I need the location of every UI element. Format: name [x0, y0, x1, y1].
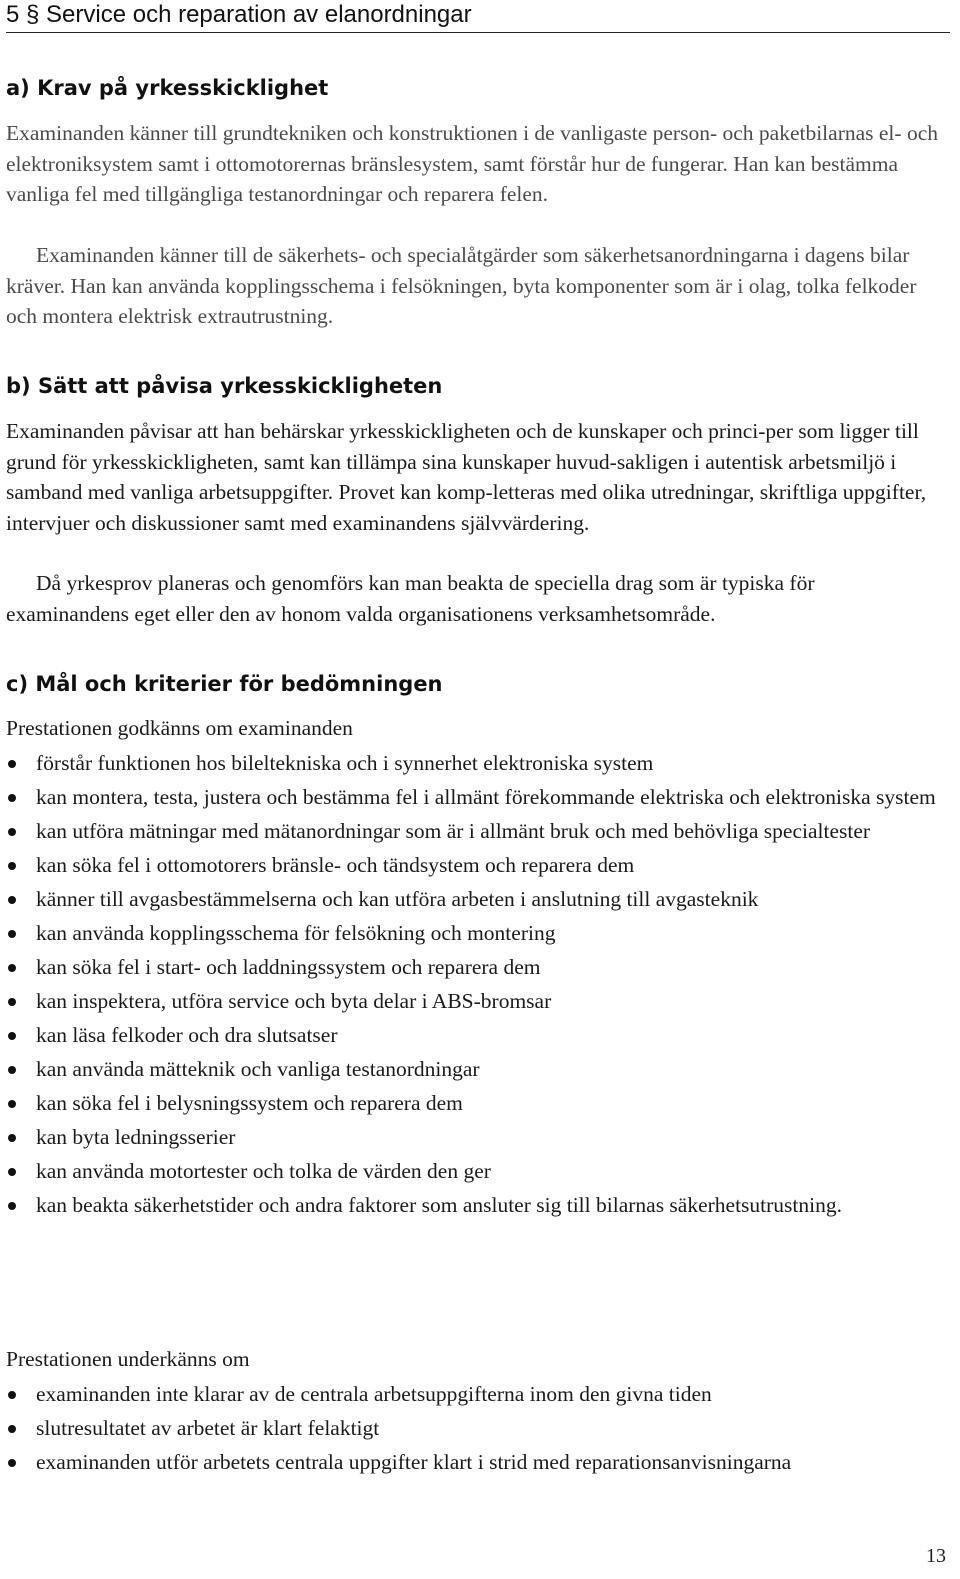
pass-criterion-item — [6, 952, 941, 983]
bullet-icon — [8, 998, 16, 1006]
list-item-text: kan söka fel i ottomotorers bränsle- och tändsystem och reparera dem — [36, 853, 635, 877]
list-item-text: kan byta ledningsserier — [36, 1125, 236, 1149]
demonstration-paragraph-2: Då yrkesprov planeras och genomförs kan man beakta de speciella drag som är typiska för examinandens eget eller den av honom valda organisationens verksamhetsområde. — [6, 571, 815, 626]
list-item-text: förstår funktionen hos bileltekniska och i synnerhet elektroniska system — [36, 751, 654, 775]
demonstration-paragraph-1: Examinanden påvisar att han behärskar yrkesskickligheten och de kunskaper och princi-per som ligger till grund för yrkesskickligheten, samt kan tillämpa sina kunskaper huvud-sakligen i autentisk arbetsmiljö i samband med vanliga arbetsuppgifter. Provet kan komp-letteras med olika utredningar, skriftliga uppgifter, intervjuer och diskussioner samt med examinandens självvärdering. — [6, 419, 927, 535]
pass-criterion-item — [6, 986, 941, 1017]
list-item-text: kan söka fel i belysningssystem och reparera dem — [36, 1091, 463, 1115]
pass-criterion-item — [6, 884, 941, 915]
bullet-icon — [8, 1134, 16, 1142]
pass-criterion-item — [6, 918, 941, 949]
bullet-icon — [8, 862, 16, 870]
fail-criterion-item — [6, 1379, 941, 1410]
heading-criteria: c) Mål och kriterier för bedömningen — [6, 672, 443, 696]
pass-criterion-item — [6, 1088, 941, 1119]
list-item-text: kan använda kopplingsschema för felsökning och montering — [36, 921, 556, 945]
list-item-text: kan inspektera, utföra service och byta delar i ABS-bromsar — [36, 989, 552, 1013]
bullet-icon — [8, 794, 16, 802]
list-item-text: kan utföra mätningar med mätanordningar som är i allmänt bruk och med behövliga specialtester — [36, 819, 871, 843]
bullet-icon — [8, 760, 16, 768]
list-item-text: kan montera, testa, justera och bestämma fel i allmänt förekommande elektriska och elektroniska system — [36, 785, 936, 809]
pass-criterion-item — [6, 748, 941, 779]
bullet-icon — [8, 964, 16, 972]
list-item-text: kan beakta säkerhetstider och andra faktorer som ansluter sig till bilarnas säkerhetsutrustning. — [36, 1193, 842, 1217]
page-title: 5 § Service och reparation av elanordningar — [6, 0, 950, 33]
heading-demonstration: b) Sätt att påvisa yrkesskickligheten — [6, 374, 443, 398]
bullet-icon — [8, 930, 16, 938]
bullet-icon — [8, 1391, 16, 1399]
bullet-icon — [8, 1100, 16, 1108]
pass-criterion-item — [6, 1156, 941, 1187]
page-number: 13 — [926, 1545, 946, 1567]
list-item-text: slutresultatet av arbetet är klart felaktigt — [36, 1416, 380, 1440]
list-item-text: kan söka fel i start- och laddningssystem och reparera dem — [36, 955, 541, 979]
bullet-icon — [8, 1425, 16, 1433]
fail-criterion-item — [6, 1447, 941, 1478]
pass-intro: Prestationen godkänns om examinanden — [6, 716, 353, 740]
fail-criterion-item — [6, 1413, 941, 1444]
requirements-paragraph-2: Examinanden känner till de säkerhets- och specialåtgärder som säkerhetsanordningarna i dagens bilar kräver. Han kan använda kopplingsschema i felsökningen, byta komponenter som är i olag, tolka felkoder och montera elektrisk extrautrustning. — [6, 243, 917, 328]
bullet-icon — [8, 1459, 16, 1467]
pass-criterion-item — [6, 1190, 941, 1221]
list-item-text: kan läsa felkoder och dra slutsatser — [36, 1023, 338, 1047]
bullet-icon — [8, 1202, 16, 1210]
list-item-text: examinanden inte klarar av de centrala arbetsuppgifterna inom den givna tiden — [36, 1382, 712, 1406]
heading-requirements: a) Krav på yrkesskicklighet — [6, 76, 329, 100]
pass-criteria-list — [6, 748, 941, 1224]
fail-criteria-list — [6, 1379, 941, 1481]
requirements-paragraph-1: Examinanden känner till grundtekniken och konstruktionen i de vanligaste person- och paketbilarnas el- och elektroniksystem samt i ottomotorernas bränslesystem, samt förstår hur de fungerar. Han kan bestämma vanliga fel med tillgängliga testanordningar och reparera felen. — [6, 121, 938, 206]
pass-criterion-item — [6, 1122, 941, 1153]
fail-intro: Prestationen underkänns om — [6, 1347, 250, 1371]
bullet-icon — [8, 1066, 16, 1074]
pass-criterion-item — [6, 850, 941, 881]
list-item-text: examinanden utför arbetets centrala uppgifter klart i strid med reparationsanvisningarna — [36, 1450, 792, 1474]
pass-criterion-item — [6, 816, 941, 847]
pass-criterion-item — [6, 1020, 941, 1051]
pass-criterion-item — [6, 782, 941, 813]
pass-criterion-item — [6, 1054, 941, 1085]
list-item-text: kan använda motortester och tolka de värden den ger — [36, 1159, 491, 1183]
list-item-text: kan använda mätteknik och vanliga testanordningar — [36, 1057, 480, 1081]
list-item-text: känner till avgasbestämmelserna och kan utföra arbeten i anslutning till avgasteknik — [36, 887, 759, 911]
bullet-icon — [8, 828, 16, 836]
bullet-icon — [8, 896, 16, 904]
bullet-icon — [8, 1032, 16, 1040]
bullet-icon — [8, 1168, 16, 1176]
